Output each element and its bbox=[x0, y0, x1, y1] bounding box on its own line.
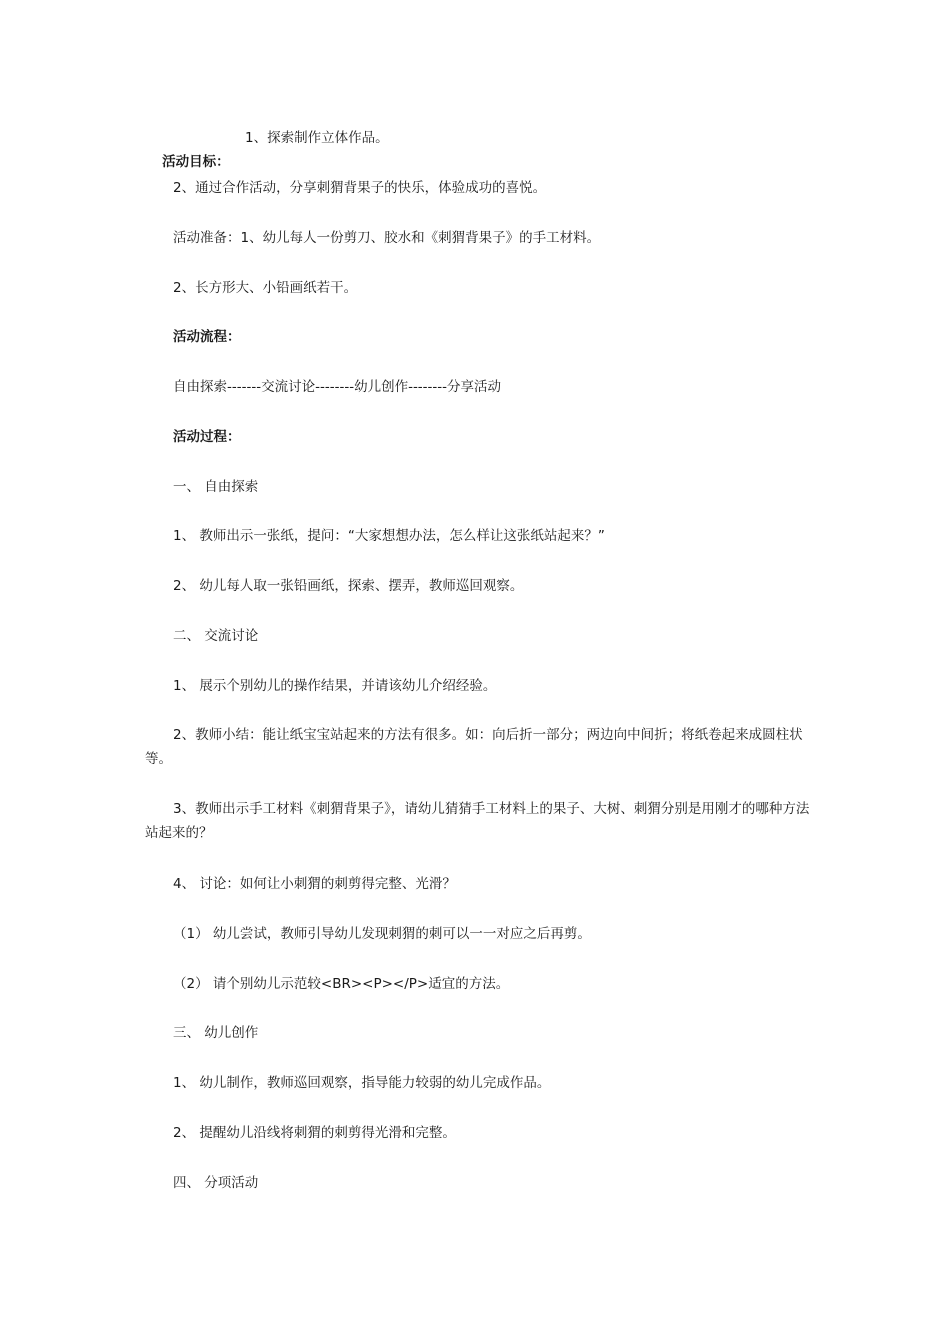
paragraph: 活动准备：1、幼儿每人一份剪刀、胶水和《刺猬背果子》的手工材料。 bbox=[173, 230, 601, 246]
goal-item-1: 1、探索制作立体作品。 bbox=[245, 130, 389, 146]
paragraph: 1、 幼儿制作，教师巡回观察，指导能力较弱的幼儿完成作品。 bbox=[173, 1075, 551, 1091]
paragraph: 2、 幼儿每人取一张铅画纸，探索、摆弄，教师巡回观察。 bbox=[173, 578, 524, 594]
paragraph: 4、 讨论：如何让小刺猬的刺剪得完整、光滑？ bbox=[173, 876, 456, 892]
section-heading: 活动流程： bbox=[173, 329, 241, 345]
paragraph: 四、 分项活动 bbox=[173, 1175, 259, 1191]
paragraph: 2、长方形大、小铅画纸若干。 bbox=[173, 280, 358, 296]
paragraph: 2、通过合作活动，分享刺猬背果子的快乐，体验成功的喜悦。 bbox=[173, 180, 547, 196]
paragraph: （1） 幼儿尝试，教师引导幼儿发现刺猬的刺可以一一对应之后再剪。 bbox=[173, 926, 591, 942]
paragraph: 1、 教师出示一张纸，提问：“大家想想办法，怎么样让这张纸站起来？” bbox=[173, 528, 605, 544]
paragraph: 1、 展示个别幼儿的操作结果，并请该幼儿介绍经验。 bbox=[173, 678, 497, 694]
section-heading: 活动过程： bbox=[173, 429, 241, 445]
paragraph: 3、教师出示手工材料《刺猬背果子》，请幼儿猜猜手工材料上的果子、大树、刺猬分别是用刚才的哪种方法站起来的？ bbox=[145, 801, 810, 841]
goal-label: 活动目标： bbox=[162, 154, 230, 170]
paragraph: 二、 交流讨论 bbox=[173, 628, 259, 644]
paragraph: 2、 提醒幼儿沿线将刺猬的刺剪得光滑和完整。 bbox=[173, 1125, 456, 1141]
paragraph: 三、 幼儿创作 bbox=[173, 1025, 259, 1041]
paragraph: （2） 请个别幼儿示范较<BR><P></P>适宜的方法。 bbox=[173, 976, 510, 992]
paragraph: 自由探索-------交流讨论--------幼儿创作--------分享活动 bbox=[173, 379, 502, 395]
paragraph: 2、教师小结：能让纸宝宝站起来的方法有很多。如：向后折一部分；两边向中间折；将纸卷起来成圆柱状等。 bbox=[145, 727, 803, 767]
paragraph: 一、 自由探索 bbox=[173, 479, 259, 495]
